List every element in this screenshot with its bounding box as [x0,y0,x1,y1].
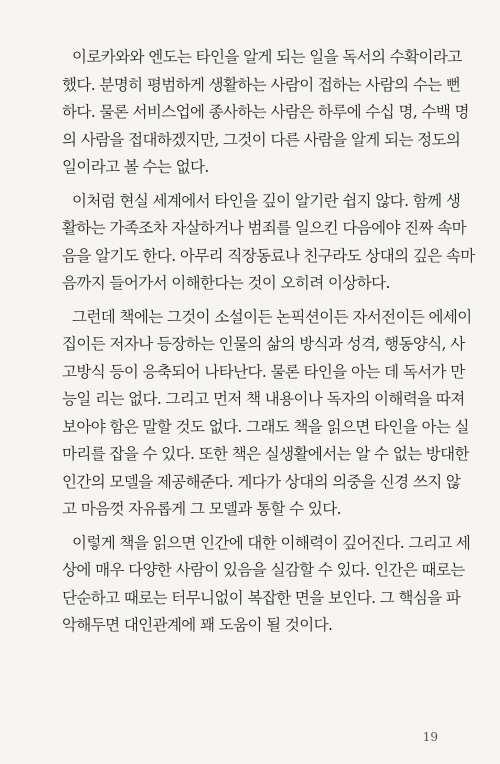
text-line: 집이든 저자나 등장하는 인물의 삶의 방식과 성격, 행동양식, 사 [62,335,465,353]
text-line: 했다. 분명히 평범하게 생활하는 사람이 접하는 사람의 수는 뻔 [62,75,461,94]
text-line: 단순하고 때로는 터무니없이 복잡한 면을 보인다. 그 핵심을 파 [62,588,461,607]
text-line: 이처럼 현실 세계에서 타인을 깊이 알기란 쉽지 않다. 함께 생 [72,191,461,210]
text-line: 음을 알기도 한다. 아무리 직장동료나 친구라도 상대의 깊은 속마 [62,246,475,265]
text-line: 의 사람을 접대하겠지만, 그것이 다른 사람을 알게 되는 정도의 [62,130,461,149]
paragraph-1 [62,44,469,182]
text-line: 상에 매우 다양한 사람이 있음을 실감할 수 있다. 인간은 때로는 [62,561,465,579]
paragraph-3 [62,304,472,524]
text-line: 이로카와와 엔도는 타인을 알게 되는 일을 독서의 수확이라고 [72,48,462,66]
text-line: 마리를 잡을 수 있다. 또한 책은 실생활에서는 알 수 없는 방대한 [62,445,469,463]
text-line: 활하는 가족조차 자살하거나 범죄를 일으킨 다음에야 진짜 속마 [62,219,466,237]
text-line: 일이라고 볼 수는 없다. [62,158,209,176]
text-line: 인간의 모델을 제공해준다. 게다가 상대의 의중을 신경 쓰지 않 [62,472,461,491]
text-line: 보아야 함은 말할 것도 없다. 그래도 책을 읽으면 타인을 아는 실 [62,417,469,436]
text-line: 음까지 들어가서 이해한다는 것이 오히려 이상하다. [62,274,390,292]
page-body [62,44,475,646]
text-line: 능일 리는 없다. 그리고 먼저 책 내용이나 독자의 이해력을 따져 [62,390,465,408]
text-line: 악해두면 대인관계에 꽤 도움이 될 것이다. [62,616,333,634]
text-line: 하다. 물론 서비스업에 종사하는 사람은 하루에 수십 명, 수백 명 [62,103,469,121]
page-number: 19 [422,730,438,744]
text-line: 고방식 등이 응축되어 나타난다. 물론 타인을 아는 데 독서가 만 [62,362,465,381]
text-line: 그런데 책에는 그것이 소설이든 논픽션이든 자서전이든 에세이 [72,307,472,326]
text-line: 고 마음껏 자유롭게 그 모델과 통할 수 있다. [62,500,341,518]
text-line: 이렇게 책을 읽으면 인간에 대한 이해력이 깊어진다. 그리고 세 [72,533,471,552]
paragraph-2 [62,188,475,298]
paragraph-4 [62,530,471,640]
